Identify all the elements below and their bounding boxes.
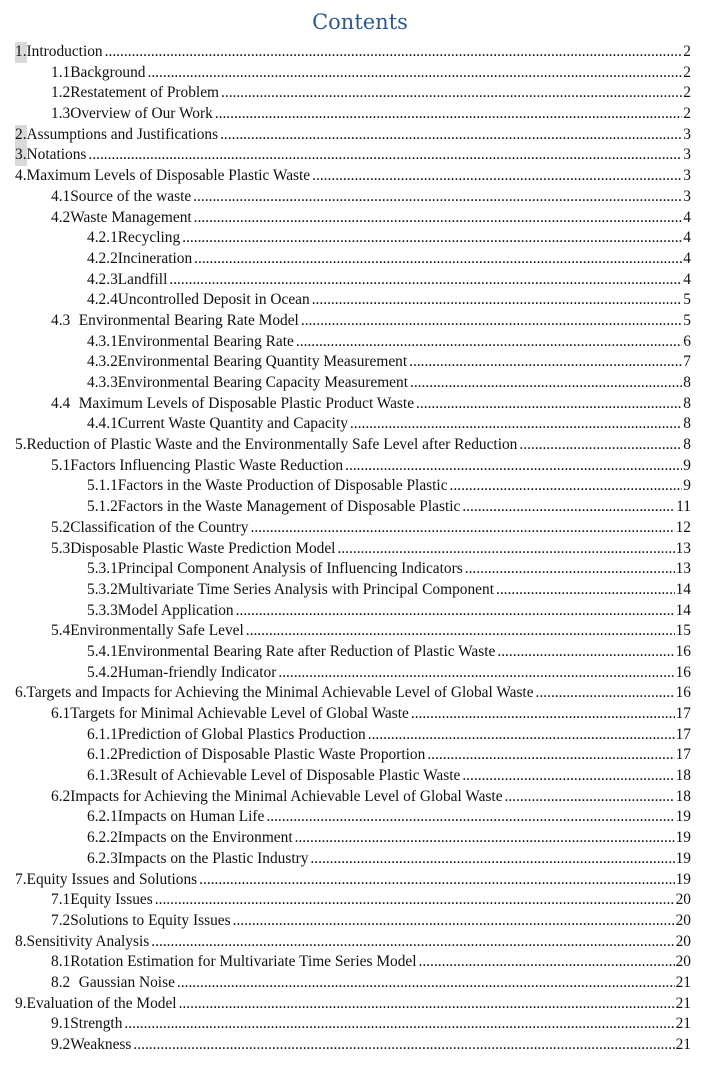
- toc-entry-number: 7.1: [51, 891, 71, 909]
- toc-entry[interactable]: [0, 476, 720, 497]
- toc-entry-number: 4.4: [51, 394, 71, 412]
- dot-leader: [147, 63, 682, 84]
- toc-entry-number: 4.: [15, 167, 27, 185]
- toc-entry[interactable]: [0, 228, 720, 249]
- dot-leader: [251, 518, 675, 539]
- toc-entry-title: Assumptions and Justifications: [26, 125, 219, 143]
- toc-entry-number: 1.3: [51, 105, 71, 123]
- dot-leader: [169, 270, 682, 291]
- toc-entry-page: 8: [683, 374, 691, 391]
- toc-entry-number: 4.2.2: [87, 249, 118, 267]
- toc-entry-page: 3: [683, 146, 691, 164]
- toc-entry[interactable]: [0, 932, 720, 953]
- toc-entry[interactable]: [0, 332, 720, 353]
- toc-entry-title: Weakness: [70, 1036, 132, 1053]
- toc-entry-title: Background: [70, 63, 146, 81]
- toc-entry-title: Disposable Plastic Waste Prediction Model: [70, 539, 336, 557]
- toc-entry-page: 8: [683, 436, 691, 454]
- dot-leader: [410, 373, 682, 394]
- toc-entry-title: Landfill: [117, 270, 168, 288]
- toc-entry[interactable]: [0, 63, 720, 84]
- toc-entry[interactable]: [0, 952, 720, 973]
- toc-entry-page: 16: [675, 684, 691, 702]
- toc-entry[interactable]: [0, 518, 720, 539]
- toc-entry-number: 1.1: [51, 63, 71, 81]
- dot-leader: [88, 145, 682, 166]
- toc-entry-title: Evaluation of the Model: [26, 994, 177, 1012]
- toc-entry[interactable]: [0, 580, 720, 601]
- dot-leader: [124, 1014, 674, 1035]
- toc-entry[interactable]: [0, 125, 720, 146]
- dot-leader: [221, 83, 682, 104]
- toc-entry[interactable]: [0, 704, 720, 725]
- toc-entry-title: Human-friendly Indicator: [117, 663, 277, 681]
- toc-entry-page: 4: [683, 208, 691, 226]
- toc-entry-title: Prediction of Global Plastics Production: [117, 725, 366, 743]
- dot-leader: [246, 621, 675, 642]
- toc-entry-number: 6.2: [51, 787, 71, 805]
- toc-entry-number: 4.4.1: [87, 415, 118, 433]
- dot-leader: [266, 807, 674, 828]
- toc-entry-number: 4.2: [51, 208, 71, 226]
- dot-leader: [416, 394, 682, 415]
- toc-entry-page: 18: [675, 767, 691, 785]
- toc-entry-page: 9: [683, 477, 691, 495]
- toc-entry-title: Incineration: [117, 249, 193, 267]
- dot-leader: [236, 601, 675, 622]
- toc-entry[interactable]: [0, 911, 720, 932]
- toc-entry[interactable]: [0, 663, 720, 684]
- toc-entry[interactable]: [0, 725, 720, 746]
- dot-leader: [278, 663, 674, 684]
- toc-entry[interactable]: [0, 766, 720, 787]
- toc-entry-number: 4.3: [51, 311, 71, 329]
- toc-entry-page: 2: [683, 63, 691, 81]
- toc-entry-page: 13: [675, 539, 691, 557]
- dot-leader: [215, 104, 683, 125]
- toc-entry-page: 18: [675, 787, 691, 805]
- dot-leader: [233, 911, 675, 932]
- toc-entry-number: 6.1.3: [87, 767, 118, 785]
- toc-entry-number: 6.1: [51, 705, 71, 722]
- toc-entry[interactable]: [0, 745, 720, 766]
- toc-entry-page: 20: [675, 891, 691, 909]
- toc-entry-title: Overview of Our Work: [70, 105, 213, 123]
- toc-entry[interactable]: [0, 539, 720, 560]
- page-title: Contents: [312, 10, 408, 34]
- toc-entry-number: 6.: [15, 684, 27, 702]
- toc-entry-page: 19: [675, 829, 691, 847]
- toc-entry-number: 1.: [15, 42, 27, 63]
- toc-entry-number: 4.1: [51, 187, 71, 205]
- toc-entry[interactable]: [0, 787, 720, 808]
- dot-leader: [497, 642, 674, 663]
- toc-entry-page: 20: [675, 932, 691, 950]
- toc-entry-number: 6.1.1: [87, 725, 118, 743]
- toc-entry-page: 4: [683, 229, 691, 247]
- dot-leader: [519, 435, 682, 456]
- dot-leader: [295, 828, 675, 849]
- toc-entry-title: Strength: [70, 1015, 123, 1033]
- toc-entry-number: 6.2.1: [87, 808, 118, 826]
- toc-entry-page: 14: [675, 580, 691, 598]
- toc-entry-page: 20: [675, 953, 691, 971]
- toc-entry[interactable]: [0, 807, 720, 828]
- toc-entry-number: 8.: [15, 932, 27, 950]
- dot-leader: [105, 42, 683, 63]
- toc-entry-title: Uncontrolled Deposit in Ocean: [117, 291, 310, 309]
- toc-entry-title: Result of Achievable Level of Disposable Plastic Waste: [117, 767, 461, 785]
- toc-entry-title: Impacts on the Plastic Industry: [117, 849, 309, 867]
- toc-entry-page: 3: [683, 187, 691, 205]
- toc-entry[interactable]: [0, 83, 720, 104]
- toc-entry[interactable]: [0, 456, 720, 477]
- dot-leader: [536, 683, 675, 704]
- toc-entry[interactable]: [0, 435, 720, 456]
- toc-entry-page: 8: [683, 415, 691, 433]
- dot-leader: [462, 497, 675, 518]
- toc-entry-title: Environmental Bearing Quantity Measurement: [117, 353, 408, 371]
- toc-entry-number: 4.2.4: [87, 291, 118, 309]
- toc-entry[interactable]: [0, 497, 720, 518]
- toc-entry-title: Maximum Levels of Disposable Plastic Waste: [26, 167, 311, 185]
- toc-entry-title: Solutions to Equity Issues: [70, 911, 231, 929]
- toc-entry-number: 5.4.1: [87, 642, 118, 660]
- dot-leader: [450, 476, 683, 497]
- toc-entry-number: 5.: [15, 436, 27, 454]
- dot-leader: [465, 559, 675, 580]
- toc-entry-page: 4: [683, 249, 691, 267]
- toc-entry[interactable]: [0, 870, 720, 891]
- toc-entry[interactable]: [0, 290, 720, 311]
- toc-entry-page: 19: [675, 870, 691, 888]
- toc-entry-title: Sensitivity Analysis: [26, 932, 150, 950]
- toc-entry-page: 5: [683, 311, 691, 329]
- toc-entry[interactable]: [0, 683, 720, 704]
- toc-entry-page: 17: [675, 725, 691, 743]
- toc-entry-title: Recycling: [117, 229, 181, 247]
- toc-entry-title: Rotation Estimation for Multivariate Time Series Model: [70, 953, 417, 971]
- toc-entry-number: 5.3.2: [87, 580, 118, 598]
- dot-leader: [411, 704, 675, 725]
- toc-entry-number: 2.: [15, 125, 27, 146]
- dot-leader: [505, 787, 675, 808]
- toc-entry[interactable]: [0, 1014, 720, 1035]
- toc-entry[interactable]: [0, 249, 720, 270]
- dot-leader: [419, 952, 675, 973]
- toc-entry-title: Classification of the Country: [70, 518, 249, 536]
- toc-entry[interactable]: [0, 601, 720, 622]
- toc-entry[interactable]: [0, 208, 720, 229]
- toc-entry-page: 16: [675, 663, 691, 681]
- toc-entry-title: Notations: [26, 146, 87, 164]
- toc-entry-number: 5.1.2: [87, 498, 118, 516]
- toc-entry-page: 21: [675, 973, 691, 991]
- dot-leader: [301, 311, 682, 332]
- dot-leader: [155, 890, 675, 911]
- toc-entry-page: 3: [683, 167, 691, 185]
- toc-entry-number: 7.2: [51, 911, 71, 929]
- dot-leader: [312, 290, 683, 311]
- toc-entry-number: 7.: [15, 870, 27, 888]
- toc-entry-number: 5.1: [51, 456, 71, 474]
- toc-entry[interactable]: [0, 145, 720, 166]
- toc-entry-title: Multivariate Time Series Analysis with Principal Component: [117, 580, 494, 598]
- toc-entry-number: 6.2.2: [87, 829, 118, 847]
- toc-entry-title: Targets and Impacts for Achieving the Minimal Achievable Level of Global Waste: [26, 684, 534, 702]
- toc-entry-title: Source of the waste: [70, 187, 192, 205]
- toc-entry[interactable]: [0, 1035, 720, 1056]
- dot-leader: [368, 725, 675, 746]
- toc-entry[interactable]: [0, 642, 720, 663]
- toc-entry-number: 5.3.3: [87, 601, 118, 619]
- toc-entry[interactable]: [0, 828, 720, 849]
- toc-entry-number: 9.: [15, 994, 27, 1012]
- toc-entry[interactable]: [0, 373, 720, 394]
- toc-entry-title: Equity Issues: [70, 891, 153, 909]
- toc-entry-number: 5.3: [51, 539, 71, 557]
- toc-entry-title: Factors in the Waste Management of Disposable Plastic: [117, 498, 461, 516]
- dot-leader: [462, 766, 674, 787]
- toc-entry-page: 2: [683, 84, 691, 102]
- toc-entry-page: 2: [683, 43, 691, 60]
- dot-leader: [345, 456, 682, 477]
- toc-entry[interactable]: [0, 394, 720, 415]
- toc-entry-title: Current Waste Quantity and Capacity: [117, 415, 348, 433]
- dot-leader: [182, 228, 682, 249]
- toc-entry-title: Factors Influencing Plastic Waste Reduction: [70, 456, 344, 474]
- toc-entry-number: 8.1: [51, 953, 71, 971]
- toc-entry-number: 4.2.1: [87, 229, 118, 247]
- toc-entry-number: 1.2: [51, 84, 71, 102]
- toc-entry[interactable]: [0, 849, 720, 870]
- toc-entry-page: 3: [683, 125, 691, 143]
- toc-entry-number: 4.3.1: [87, 332, 118, 350]
- toc-entry-page: 17: [675, 705, 691, 722]
- toc-entry-number: 5.1.1: [87, 477, 118, 495]
- dot-leader: [193, 187, 682, 208]
- toc-entry-title: Environmental Bearing Capacity Measurement: [117, 374, 408, 391]
- toc-entry-page: 2: [683, 105, 691, 123]
- toc-entry-page: 21: [675, 1036, 691, 1053]
- toc-entry-title: Environmental Bearing Rate after Reduction of Plastic Waste: [117, 642, 496, 660]
- dot-leader: [312, 166, 682, 187]
- toc-entry-page: 8: [683, 394, 691, 412]
- toc-entry-page: 19: [675, 849, 691, 867]
- toc-entry-page: 4: [683, 270, 691, 288]
- toc-entry-number: 6.1.2: [87, 746, 118, 764]
- dot-leader: [199, 870, 674, 891]
- toc-entry-page: 17: [675, 746, 691, 764]
- toc-entry-title: Principal Component Analysis of Influencing Indicators: [117, 560, 463, 578]
- toc-entry-number: 5.4: [51, 622, 71, 640]
- toc-entry[interactable]: [0, 42, 720, 63]
- toc-entry-title: Impacts on the Environment: [117, 829, 293, 847]
- dot-leader: [350, 414, 682, 435]
- toc-entry-title: Introduction: [26, 43, 103, 60]
- table-of-contents: [0, 42, 720, 1056]
- toc-entry-number: 5.4.2: [87, 663, 118, 681]
- toc-entry-number: 5.3.1: [87, 560, 118, 578]
- toc-entry-title: Equity Issues and Solutions: [26, 870, 198, 888]
- dot-leader: [194, 249, 682, 270]
- toc-entry-number: 9.2: [51, 1036, 71, 1053]
- toc-entry-page: 20: [675, 911, 691, 929]
- toc-entry-number: 6.2.3: [87, 849, 118, 867]
- toc-entry-number: 3.: [15, 145, 27, 166]
- toc-entry-title: Prediction of Disposable Plastic Waste Proportion: [117, 746, 426, 764]
- toc-entry[interactable]: [0, 973, 720, 994]
- toc-entry-number: 5.2: [51, 518, 71, 536]
- toc-entry-number: 4.3.3: [87, 374, 118, 391]
- toc-entry-page: 15: [675, 622, 691, 640]
- dot-leader: [151, 932, 674, 953]
- toc-entry[interactable]: [0, 166, 720, 187]
- dot-leader: [337, 539, 674, 560]
- toc-entry-title: Model Application: [117, 601, 234, 619]
- toc-entry[interactable]: [0, 311, 720, 332]
- toc-entry-number: 4.2.3: [87, 270, 118, 288]
- dot-leader: [179, 994, 675, 1015]
- toc-entry[interactable]: [0, 994, 720, 1015]
- toc-entry-page: 16: [675, 642, 691, 660]
- toc-entry-title: Factors in the Waste Production of Disposable Plastic: [117, 477, 448, 495]
- toc-entry-title: Restatement of Problem: [70, 84, 219, 102]
- toc-entry-title: Targets for Minimal Achievable Level of Global Waste: [70, 705, 409, 722]
- toc-entry-page: 5: [683, 291, 691, 309]
- toc-entry[interactable]: [0, 104, 720, 125]
- toc-entry-page: 6: [683, 332, 691, 350]
- toc-entry-title: Waste Management: [70, 208, 192, 226]
- dot-leader: [194, 208, 683, 229]
- dot-leader: [220, 125, 682, 146]
- dot-leader: [427, 745, 674, 766]
- toc-entry[interactable]: [0, 270, 720, 291]
- toc-entry-number: 8.2: [51, 973, 71, 991]
- dot-leader: [177, 973, 675, 994]
- dot-leader: [296, 332, 682, 353]
- toc-entry-title: Reduction of Plastic Waste and the Environmentally Safe Level after Reduction: [26, 436, 518, 454]
- toc-entry-title: Impacts for Achieving the Minimal Achievable Level of Global Waste: [70, 787, 503, 805]
- toc-entry[interactable]: [0, 352, 720, 373]
- dot-leader: [496, 580, 675, 601]
- toc-entry-page: 19: [675, 808, 691, 826]
- toc-entry-title: Maximum Levels of Disposable Plastic Product Waste: [78, 394, 415, 412]
- toc-entry-title: Impacts on Human Life: [117, 808, 265, 826]
- dot-leader: [310, 849, 674, 870]
- toc-entry-title: Gaussian Noise: [78, 973, 175, 991]
- toc-entry-page: 11: [676, 498, 691, 516]
- toc-entry-page: 14: [675, 601, 691, 619]
- toc-entry-page: 21: [675, 994, 691, 1012]
- toc-entry-number: 4.3.2: [87, 353, 118, 371]
- dot-leader: [133, 1035, 674, 1056]
- toc-entry[interactable]: [0, 187, 720, 208]
- toc-entry[interactable]: [0, 559, 720, 580]
- toc-entry-page: 13: [675, 560, 691, 578]
- toc-entry-title: Environmental Bearing Rate: [117, 332, 294, 350]
- toc-entry-page: 21: [675, 1015, 691, 1033]
- toc-entry-page: 7: [683, 353, 691, 371]
- toc-entry-number: 9.1: [51, 1015, 71, 1033]
- toc-entry[interactable]: [0, 621, 720, 642]
- toc-entry-page: 12: [675, 518, 691, 536]
- toc-entry-title: Environmentally Safe Level: [70, 622, 244, 640]
- toc-entry[interactable]: [0, 890, 720, 911]
- toc-entry-title: Environmental Bearing Rate Model: [78, 311, 299, 329]
- toc-entry-page: 9: [683, 456, 691, 474]
- toc-entry[interactable]: [0, 414, 720, 435]
- dot-leader: [409, 352, 682, 373]
